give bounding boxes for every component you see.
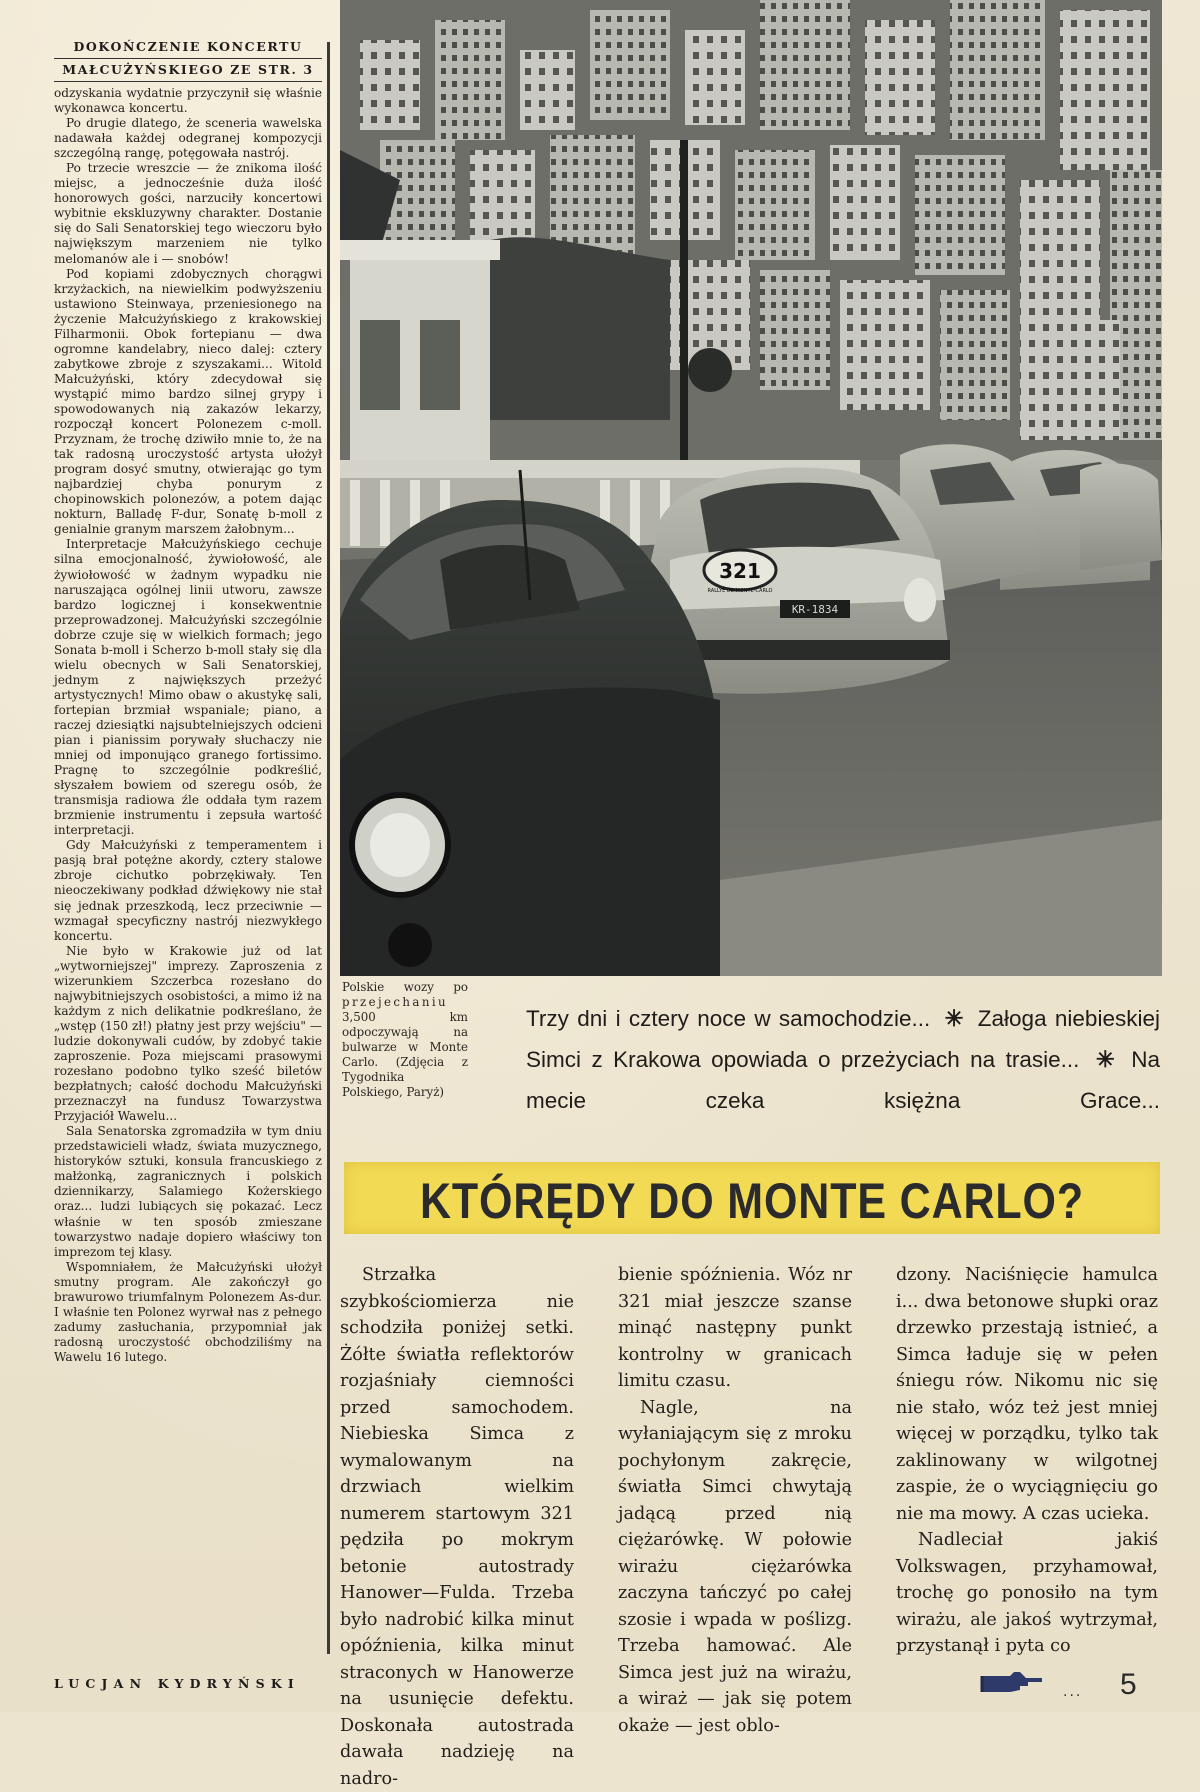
- review-paragraph: Wspomniałem, że Małcużyński ułożył smutny program. Ale zakończył go brawurowo triumfalnym Polonezem As-dur. I właśnie ten Polonez wyrwał nas z pełnego zadumy zasłuchania, przypomniał jak radosną uroczystość obchodziliśmy na Wawelu 16 lutego.: [54, 1259, 322, 1364]
- article-paragraph: bienie spóźnienia. Wóz nr 321 miał jeszcze szanse minąć następny punkt kontrolny w granicach limitu czasu.: [618, 1265, 852, 1391]
- continuation-heading-line1: DOKOŃCZENIE KONCERTU: [54, 36, 322, 59]
- article-paragraph: Nadleciał jakiś Volkswagen, przyhamował, trochę go ponosiło na tym wirażu, ale jakoś wytrzymał, przystanął i pyta co: [896, 1530, 1158, 1656]
- article-column-2: [618, 1262, 852, 1739]
- rally-number: 321: [719, 559, 761, 583]
- review-paragraph: Pod kopiami zdobycznych chorągwi krzyżackich, na niewielkim podwyższeniu ustawiono Steinwaya, przeniesionego na życzenie Małcużyńskiego z krakowskiej Filharmonii. Obok fortepianu — dwa ogromne kandelabry, nieco dalej: cztery zabytkowe zbroje z szyszakami... Witold Małcużyński, który zdecydował się wystąpić mimo bardzo silnej grypy i spowodowanych nią zakazów lekarzy, rozpoczął koncert Polonezem c-moll. Przyznam, że trochę dziwiło mnie to, że na tak radosną uroczystość artysta ułożył program dosyć smutny, otwierając go tym najbardziej chyba ponurym z chopinowskich polonezów, a potem dając nokturn, Balladę F-dur, Sonatę b-moll z genialnie granym marszem żałobnym...: [54, 266, 322, 537]
- white-pavilion: [340, 240, 500, 470]
- page-number: 5: [1120, 1668, 1137, 1701]
- lede-part: Załoga niebieskiej Simci z Krakowa opowiada o przeżyciach na trasie...: [526, 1006, 1160, 1072]
- asterisk-icon: ✳: [1095, 1047, 1115, 1072]
- caption-line-spaced: przejechaniu: [342, 995, 449, 1009]
- concert-review-text: [54, 86, 322, 1365]
- licence-plate: KR-1834: [791, 603, 839, 616]
- continuation-heading: [54, 36, 322, 82]
- author-signature: LUCJAN KYDRYŃSKI: [54, 1676, 300, 1691]
- review-paragraph: Po trzecie wreszcie — że znikoma ilość miejsc, a jednocześnie duża ilość honorowych gości, narzuciły koncertowi wybitnie ekskluzywny charakter. Dostanie się do Sali Senatorskiej tego wieczoru było największym marzeniem nie tylko melomanów ale i — snobów!: [54, 161, 322, 266]
- caption-line: Polskie wozy po: [342, 980, 468, 994]
- road-sign: [688, 348, 732, 392]
- review-paragraph: Po drugie dlatego, że sceneria wawelska nadawała każdej odegranej kompozycji szczególną rangę, potęgowała nastrój.: [54, 116, 322, 161]
- photo-illustration: [340, 0, 1162, 976]
- pointing-hand-icon: [980, 1670, 1044, 1696]
- photo-caption: [342, 980, 468, 1100]
- monte-carlo-rally-photo: [340, 0, 1162, 976]
- leader-dots: ...: [1063, 1684, 1083, 1700]
- article-paragraph: dzony. Naciśnięcie hamulca i... dwa betonowe słupki oraz drzewko przestają istnieć, a Simca ładuje się w pełen śniegu rów. Nikomu nic się nie stało, wóz też jest mniej więcej w porządku, tylko tak zaklinowany w wilgotnej zaspie, że o wyciągnięciu go nie ma mowy. A czas ucieka.: [896, 1265, 1158, 1524]
- article-headline: KTÓRĘDY DO MONTE CARLO?: [419, 1173, 1084, 1229]
- review-paragraph: Nie było w Krakowie już od lat „wytworniejszej" imprezy. Zaproszenia z wizerunkiem Szczerbca rozesłano do najwybitniejszych osobistości, a mimo iż na każdym z nich delikatnie podkreślano, że „wstęp (150 zł!) płatny jest przy wejściu" — ludzie dokonywali cudów, by zdobyć takie zaproszenie. Poza miejscami prasowymi rozesłano podobno tylko sześć biletów bezpłatnych; całość dochodu Małcużyński przeznaczył na fundusz Towarzystwa Przyjaciół Wawelu...: [54, 943, 322, 1124]
- review-paragraph: Interpretacje Małcużyńskiego cechuje silna emocjonalność, żywiołowość, ale żywiołowość w żadnym wypadku nie naruszająca ogólnej linii utworu, zawsze bardzo logicznej i konsekwentnie przeprowadzonej. Małcużyński szczególnie dobrze czuje się w wielkich formach; jego Sonata b-moll i Scherzo b-moll stały się dla wielu obecnych w Sali Senatorskiej, jednym z największych przeżyć artystycznych! Mimo obaw o akustykę sali, fortepian brzmiał wspaniale; piano, a raczej dziesiątki najsubtelniejszych odcieni pian i pianissim porywały słuchaczy nie mniej od imponująco granego fortissimo. Pragnę to szczególnie podkreślić, słyszałem bowiem od szeregu osób, że transmisja radiowa źle oddała tym razem brzmienie instrumentu i zepsuła wartość interpretacji.: [54, 537, 322, 838]
- lede-part: Trzy dni i cztery noce w samochodzie...: [526, 1006, 931, 1031]
- article-column-1: [340, 1262, 574, 1792]
- lede-part: Na mecie czeka księżna Grace...: [526, 1047, 1160, 1113]
- review-paragraph: odzyskania wydatnie przyczynił się właśnie wykonawca koncertu.: [54, 86, 322, 116]
- rally-plate-caption: RALLYE DE MONTE-CARLO: [707, 588, 773, 594]
- article-paragraph: Strzałka szybkościomierza nie schodziła poniżej setki. Żółte światła reflektorów rozjaśniały ciemności przed samochodem. Niebieska Simca z wymalowanym na drzwiach wielkim numerem startowym 321 pędziła po mokrym betonie autostrady Hanower—Fulda. Trzeba było nadrobić kilka minut opóźnienia, kilka minut straconych w Hanowerze na usunięcie defektu. Doskonała autostrada dawała nadzieję na nadro-: [340, 1265, 574, 1789]
- lamp-post: [680, 140, 688, 480]
- review-paragraph: Gdy Małcużyński z temperamentem i pasją brał potężne akordy, cztery stalowe zbroje cichutko pobrzękiwały. Ten nieoczekiwany podkład dźwiękowy nie stał się jednak przeszkodą, lecz przeciwnie — wzmagał specyficzny nastrój niezwykłego koncertu.: [54, 838, 322, 943]
- article-column-3: [896, 1262, 1158, 1660]
- column-divider: [327, 42, 330, 1654]
- article-paragraph: Nagle, na wyłaniającym się z mroku pochyłonym zakręcie, światła Simci chwytają jadącą przed nią ciężarówkę. W połowie wirażu ciężarówka zaczyna tańczyć po całej szosie i wpada w poślizg. Trzeba hamować. Ale Simca jest już na wirażu, a wiraż — jak się potem okaże — jest oblo-: [618, 1397, 852, 1736]
- concert-continuation-column: [54, 36, 322, 1691]
- review-paragraph: Sala Senatorska zgromadziła w tym dniu przedstawicieli władz, świata muzycznego, historyków sztuki, konsula francuskiego z małżonką, zagranicznych i polskich dziennikarzy, Salamiego Kożerskiego oraz... ludzi lubiących się pokazać. Lecz właśnie w ten sposób zmieszane towarzystwo nadaje dopiero właściwy ton imprezom tej klasy.: [54, 1124, 322, 1259]
- asterisk-icon: ✳: [944, 1006, 964, 1031]
- article-lede: [526, 998, 1160, 1121]
- continuation-heading-line2: MAŁCUŻYŃSKIEGO ZE STR. 3: [54, 59, 322, 82]
- caption-line: 3,500 km odpoczywają na bulwarze w Monte Carlo. (Zdjęcia z Tygodnika Polskiego, Paryż): [342, 1010, 468, 1099]
